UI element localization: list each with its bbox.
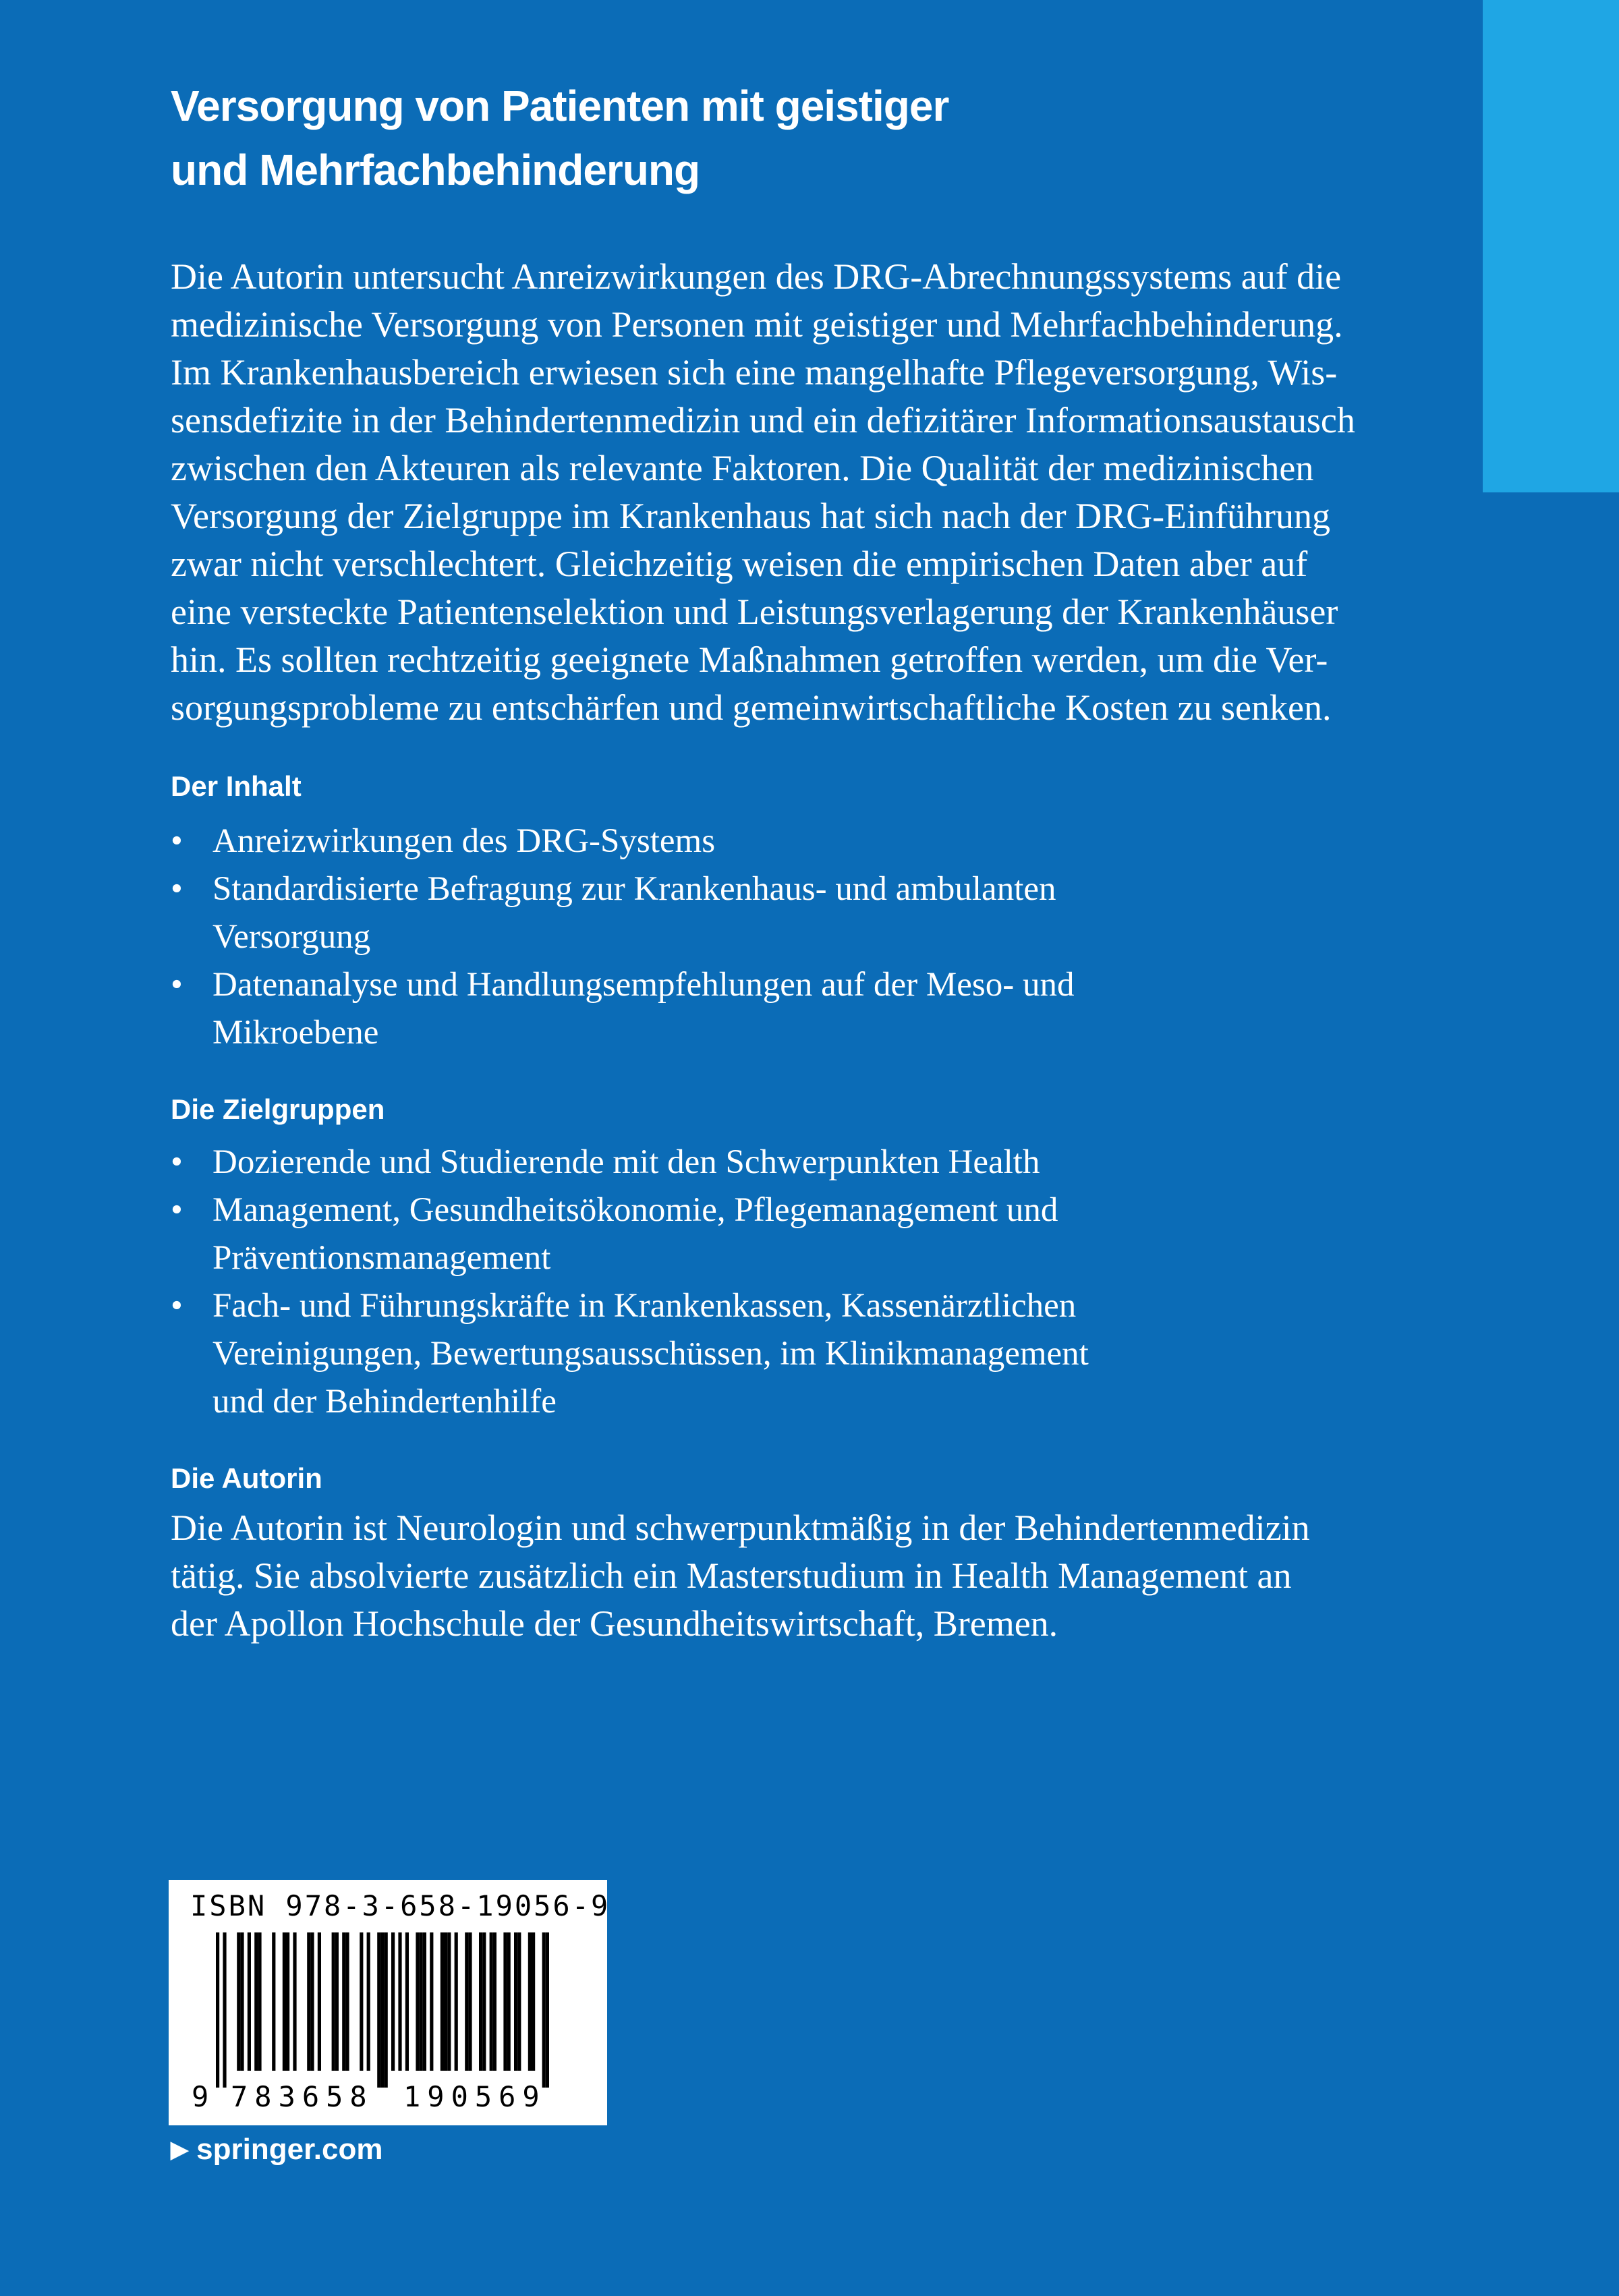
inhalt-list [171, 817, 1371, 1057]
barcode-bar [507, 1932, 511, 2071]
barcode-bar [546, 1932, 549, 2088]
list-item-text: Präventionsmanagement [212, 1239, 551, 1277]
barcode-bar [479, 1932, 482, 2071]
barcode-bar [447, 1932, 451, 2071]
book-title [171, 74, 1317, 202]
barcode-bar [482, 1932, 486, 2071]
bullet-icon: • [171, 822, 183, 860]
title-line: Versorgung von Patienten mit geistiger [171, 82, 949, 130]
bullet-icon: • [171, 870, 183, 908]
barcode-bar [444, 1932, 447, 2071]
author-bio-line: tätig. Sie absolvierte zusätzlich ein Masterstudium in Health Management an [171, 1555, 1292, 1596]
barcode-bar [240, 1932, 244, 2071]
barcode-bars [216, 1932, 549, 2088]
barcode-bar [345, 1932, 349, 2071]
barcode-bar [258, 1932, 261, 2071]
section-heading-autorin: Die Autorin [171, 1462, 322, 1494]
list-item-text: Dozierende und Studierende mit den Schwerpunkten Health [212, 1143, 1040, 1181]
intro-line: hin. Es sollten rechtzeitig geeignete Maßnahmen getroffen werden, um die Ver- [171, 639, 1328, 680]
barcode-bar [283, 1932, 286, 2071]
intro-line: zwischen den Akteuren als relevante Faktoren. Die Qualität der medizinischen [171, 448, 1314, 488]
list-item [171, 1282, 1371, 1426]
bullet-icon: • [171, 1287, 183, 1325]
intro-line: Im Krankenhausbereich erwiesen sich eine mangelhafte Pflegeversorgung, Wis- [171, 352, 1338, 393]
barcode-bar [307, 1932, 310, 2071]
list-item-text: Standardisierte Befragung zur Krankenhaus- und ambulanten [212, 870, 1056, 908]
list-item-text: Versorgung [212, 918, 371, 956]
barcode-digits-left: 783658 [231, 2080, 374, 2113]
zielgruppen-list [171, 1139, 1371, 1426]
bullet-icon: • [171, 1191, 183, 1229]
intro-line: zwar nicht verschlechtert. Gleichzeitig weisen die empirischen Daten aber auf [171, 544, 1308, 584]
barcode-bar [532, 1932, 535, 2071]
barcode-bar [430, 1932, 433, 2071]
barcode-bar [416, 1932, 419, 2071]
list-item-text: Anreizwirkungen des DRG-Systems [212, 822, 716, 860]
barcode-bar [293, 1932, 296, 2071]
barcode-bar [391, 1932, 395, 2071]
barcode-bar [360, 1932, 363, 2071]
intro-line: medizinische Versorgung von Personen mit geistiger und Mehrfachbehinderung. [171, 304, 1343, 345]
list-item-text: Datenanalyse und Handlungsempfehlungen auf der Meso- und [212, 966, 1075, 1004]
isbn-label: ISBN 978-3-658-19056-9 [190, 1889, 610, 1922]
barcode-bar [455, 1932, 458, 2071]
isbn-barcode [169, 1880, 610, 2125]
list-item-text: Mikroebene [212, 1014, 379, 1052]
barcode-digits-right: 190569 [403, 2080, 546, 2113]
barcode-bar [441, 1932, 444, 2071]
section-heading-zielgruppen: Die Zielgruppen [171, 1093, 385, 1125]
arrow-right-icon: ▶ [171, 2137, 189, 2162]
barcode-bar [398, 1932, 401, 2071]
list-item [171, 1139, 1371, 1186]
accent-strip [1483, 0, 1619, 492]
barcode-graphic [189, 1932, 587, 2115]
intro-line: Die Autorin untersucht Anreizwirkungen des DRG-Abrechnungssystems auf die [171, 256, 1342, 297]
list-item-text: und der Behindertenhilfe [212, 1383, 557, 1420]
barcode-bar [423, 1932, 426, 2071]
barcode-bar [342, 1932, 345, 2071]
barcode-bar [503, 1932, 507, 2071]
barcode-bar [248, 1932, 251, 2071]
list-item [171, 1186, 1371, 1282]
list-item [171, 817, 1371, 865]
barcode-bar [332, 1932, 335, 2071]
barcode-bar [272, 1932, 275, 2071]
bullet-icon: • [171, 966, 183, 1004]
barcode-bar [517, 1932, 521, 2071]
list-item-text: Fach- und Führungskräfte in Krankenkassen, Kassenärztlichen [212, 1287, 1077, 1325]
barcode-bar [335, 1932, 339, 2071]
list-item-text: Management, Gesundheitsökonomie, Pflegemanagement und [212, 1191, 1058, 1229]
barcode-bar [367, 1932, 370, 2071]
barcode-bar [528, 1932, 532, 2071]
springer-link[interactable] [171, 2129, 382, 2170]
intro-line: Versorgung der Zielgruppe im Krankenhaus hat sich nach der DRG-Einführung [171, 496, 1331, 536]
springer-link-label: springer.com [196, 2133, 383, 2166]
barcode-digit-lead: 9 [192, 2080, 209, 2113]
barcode-bar [385, 1932, 388, 2088]
barcode-bar [318, 1932, 321, 2071]
barcode-bar [380, 1932, 384, 2088]
barcode-bar [542, 1932, 546, 2088]
bullet-icon: • [171, 1143, 183, 1181]
barcode-bar [493, 1932, 496, 2071]
intro-line: eine versteckte Patientenselektion und Leistungsverlagerung der Krankenhäuser [171, 592, 1338, 632]
intro-paragraph [171, 253, 1371, 732]
author-bio [171, 1504, 1371, 1648]
barcode-bar [216, 1932, 219, 2088]
intro-line: sorgungsprobleme zu entschärfen und gemeinwirtschaftliche Kosten zu senken. [171, 687, 1332, 728]
barcode-bar [405, 1932, 409, 2071]
barcode-bar [420, 1932, 423, 2071]
list-item [171, 961, 1371, 1057]
section-heading-inhalt: Der Inhalt [171, 770, 302, 802]
author-bio-line: Die Autorin ist Neurologin und schwerpunktmäßig in der Behindertenmedizin [171, 1508, 1310, 1548]
barcode-bar [465, 1932, 468, 2071]
barcode-bar [223, 1932, 226, 2088]
intro-line: sensdefizite in der Behindertenmedizin und ein defizitärer Informationsaustausch [171, 400, 1355, 440]
list-item-text: Vereinigungen, Bewertungsausschüssen, im Klinikmanagement [212, 1335, 1089, 1373]
barcode-bar [254, 1932, 258, 2071]
barcode-bar [286, 1932, 289, 2071]
barcode-bar [237, 1932, 240, 2071]
barcode-bar [310, 1932, 314, 2071]
list-item [171, 865, 1371, 961]
barcode-bar [514, 1932, 517, 2071]
barcode-bar [490, 1932, 493, 2071]
barcode-bar [468, 1932, 472, 2071]
title-line: und Mehrfachbehinderung [171, 146, 700, 194]
barcode-bar [377, 1932, 380, 2088]
author-bio-line: der Apollon Hochschule der Gesundheitswirtschaft, Bremen. [171, 1603, 1058, 1644]
